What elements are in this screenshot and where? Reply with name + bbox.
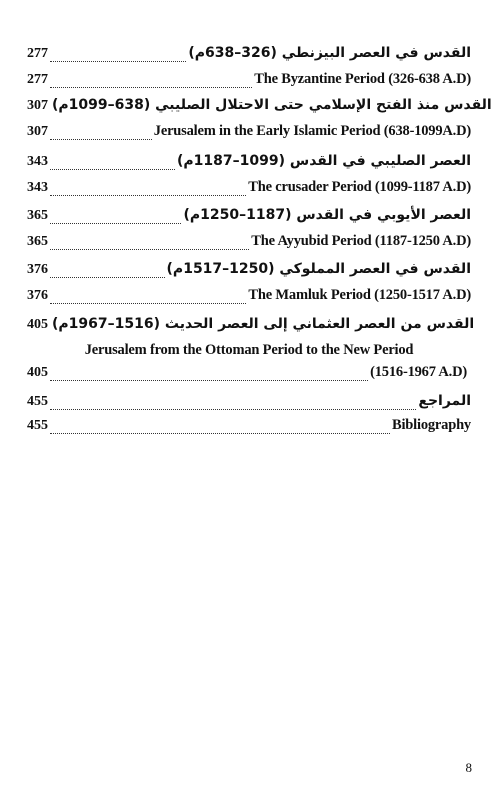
- dot-leader: [50, 302, 246, 304]
- entry-title-english: The Byzantine Period (326-638 A.D): [254, 71, 471, 87]
- toc-entry: [27, 97, 492, 119]
- toc-entry: [27, 417, 471, 439]
- page-ref: 365: [27, 208, 48, 223]
- dot-leader: [50, 379, 368, 381]
- page-ref: 307: [27, 98, 48, 113]
- toc-entry: [27, 393, 471, 415]
- entry-title-english: The Ayyubid Period (1187-1250 A.D): [251, 233, 471, 249]
- entry-title-arabic: القدس في العصر البيزنطي (326–638م): [188, 45, 471, 61]
- page-ref: 455: [27, 418, 48, 433]
- entry-title-arabic: القدس منذ الفتح الإسلامي حتى الاحتلال الصليبي (638–1099م): [52, 97, 492, 113]
- toc-entry: [27, 207, 471, 229]
- toc-entry: [27, 153, 471, 175]
- dot-leader: [50, 194, 246, 196]
- entry-title-english: Jerusalem in the Early Islamic Period (638-1099A.D): [153, 123, 471, 139]
- page-ref: 365: [27, 234, 48, 249]
- entry-title-english: Bibliography: [392, 417, 471, 433]
- entry-title-english: The crusader Period (1099-1187 A.D): [248, 179, 471, 195]
- page-ref: 277: [27, 72, 48, 87]
- page-ref: 307: [27, 124, 48, 139]
- page-ref: 277: [27, 46, 48, 61]
- dot-leader: [50, 60, 186, 62]
- entry-title-english: The Mamluk Period (1250-1517 A.D): [248, 287, 471, 303]
- entry-title-english-line2: (1516-1967 A.D): [370, 364, 467, 380]
- toc-entry: [27, 287, 471, 309]
- toc-entry: [27, 123, 471, 145]
- page-ref: 405: [27, 317, 48, 332]
- page-number: 8: [465, 760, 472, 775]
- dot-leader: [50, 432, 390, 434]
- entry-title-arabic: العصر الأيوبي في القدس (1187–1250م): [183, 207, 471, 223]
- dot-leader: [50, 408, 416, 410]
- toc-entry: [27, 233, 471, 255]
- toc-entry: [27, 261, 471, 283]
- dot-leader: [50, 138, 152, 140]
- page-ref: 455: [27, 394, 48, 409]
- toc-entry: [27, 179, 471, 201]
- entry-title-arabic: المراجع: [418, 393, 471, 409]
- toc-entry: [27, 71, 471, 93]
- toc-entry: [27, 364, 471, 386]
- entry-title-arabic: القدس في العصر المملوكي (1250–1517م): [166, 261, 471, 277]
- page-ref: 405: [27, 365, 48, 380]
- entry-title-english-line1: Jerusalem from the Ottoman Period to the New Period: [84, 342, 414, 358]
- dot-leader: [50, 222, 181, 224]
- dot-leader: [50, 276, 165, 278]
- page-ref: 343: [27, 180, 48, 195]
- dot-leader: [50, 86, 252, 88]
- toc-entry: [27, 316, 475, 338]
- page-ref: 376: [27, 262, 48, 277]
- page-ref: 343: [27, 154, 48, 169]
- dot-leader: [50, 248, 249, 250]
- entry-title-arabic: العصر الصليبي في القدس (1099–1187م): [177, 153, 471, 169]
- dot-leader: [50, 168, 175, 170]
- page-ref: 376: [27, 288, 48, 303]
- toc-entry: [27, 45, 471, 67]
- entry-title-arabic: القدس من العصر العثماني إلى العصر الحديث (1516–1967م): [52, 316, 475, 332]
